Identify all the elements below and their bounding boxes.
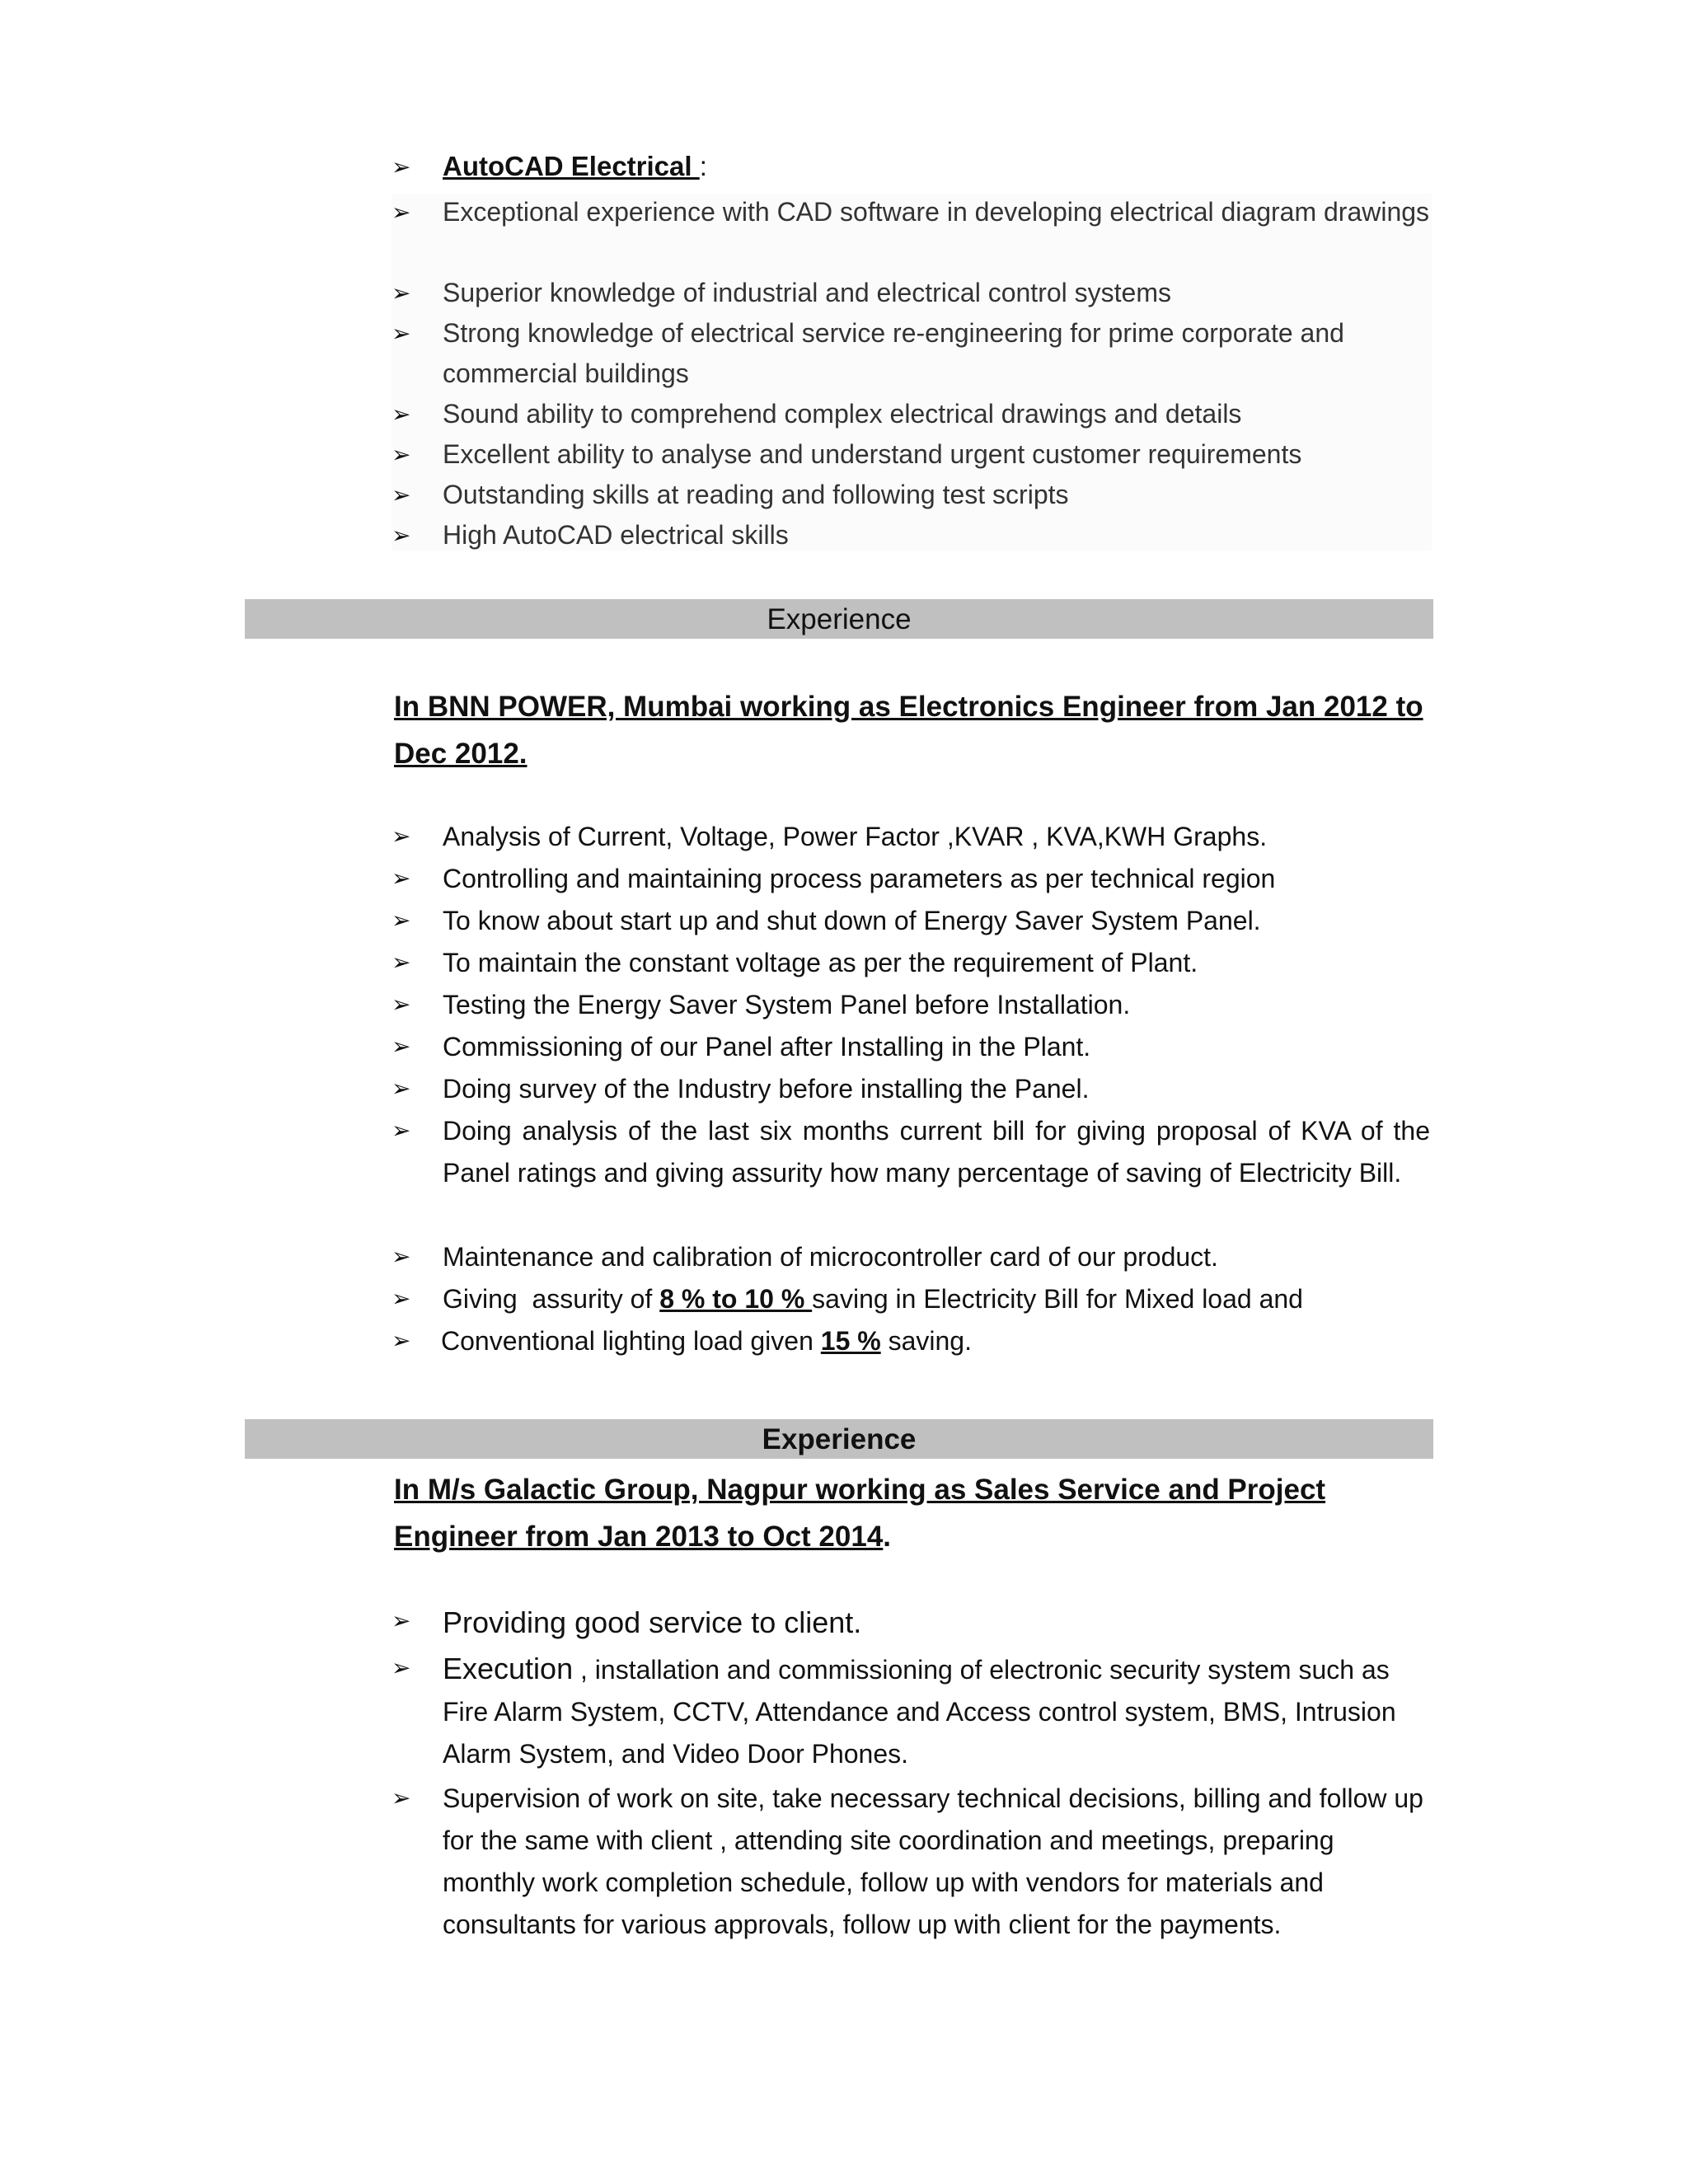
bullet-arrow-icon: ➢ [392,1117,411,1144]
duty-item [392,1647,1430,1775]
duty-item-lighting [392,1320,1430,1362]
duty-text: Commissioning of our Panel after Installing in the Plant. [443,1032,1091,1062]
duty-text: Analysis of Current, Voltage, Power Factor ,KVAR , KVA,KWH Graphs. [443,822,1268,851]
bullet-arrow-icon: ➢ [392,153,411,180]
bullet-arrow-icon: ➢ [392,865,411,892]
skill-item [392,475,1430,515]
skill-item [392,394,1430,434]
skill-item [392,192,1430,232]
duty-text: Testing the Energy Saver System Panel before Installation. [443,990,1131,1019]
skills-heading-item [392,147,1430,186]
section-title-experience-2: Experience [245,1419,1433,1459]
duty-text: Doing survey of the Industry before installing the Panel. [443,1074,1090,1104]
skills-heading-suffix: : [699,151,707,181]
bullet-arrow-icon: ➢ [392,401,411,428]
bullet-arrow-icon: ➢ [392,1654,411,1681]
skill-text: High AutoCAD electrical skills [443,520,789,550]
bullet-arrow-icon: ➢ [392,522,411,549]
lighting-prefix: Conventional lighting load given [441,1326,821,1356]
job-title-text: In M/s Galactic Group, Nagpur working as Sales Service and Project Engineer from Jan 2013 to Oct 2014 [394,1474,1326,1553]
bullet-arrow-icon: ➢ [392,991,411,1018]
bullet-arrow-icon: ➢ [392,1607,411,1634]
skill-text: Superior knowledge of industrial and electrical control systems [443,278,1171,307]
assurity-value: 8 % to 10 % [659,1284,813,1314]
skill-text: Sound ability to comprehend complex electrical drawings and details [443,399,1242,429]
duty-item-assurity [392,1278,1430,1320]
duty-item [392,1601,1430,1645]
lighting-value: 15 % [820,1326,881,1356]
duty-text: Supervision of work on site, take necessary technical decisions, billing and follow up for the same with client , attending site coordination and meetings, preparing monthly work completion schedule, follow up with vendors for materials and consultants for various approvals, follow up with client for the payments. [443,1783,1423,1939]
duty-item [392,942,1430,984]
duty-text: Maintenance and calibration of microcontroller card of our product. [443,1242,1218,1272]
bullet-arrow-icon: ➢ [392,823,411,850]
bullet-arrow-icon: ➢ [392,320,411,347]
bullet-arrow-icon: ➢ [392,1243,411,1270]
bullet-arrow-icon: ➢ [392,1285,411,1312]
duty-item [392,816,1430,858]
duty-item [392,1068,1430,1110]
skill-item [392,515,1430,555]
duty-item [392,858,1430,900]
skill-text: Excellent ability to analyse and understand urgent customer requirements [443,439,1302,469]
skill-item [392,434,1430,475]
bullet-arrow-icon: ➢ [392,949,411,976]
lighting-suffix: saving. [880,1326,972,1356]
bullet-arrow-icon: ➢ [392,441,411,468]
skills-heading: AutoCAD Electrical [443,151,700,181]
bullet-arrow-icon: ➢ [392,481,411,509]
bullet-arrow-icon: ➢ [392,1033,411,1060]
duty-text: Providing good service to client. [443,1605,862,1639]
bullet-arrow-icon: ➢ [392,1784,411,1811]
job-title-end: . [883,1521,892,1553]
duty-item [392,984,1430,1026]
assurity-suffix: saving in Electricity Bill for Mixed load and [812,1284,1303,1314]
bullet-arrow-icon: ➢ [392,199,411,226]
assurity-prefix: Giving assurity of [443,1284,660,1314]
bullet-arrow-icon: ➢ [392,279,411,307]
duty-item [392,1236,1430,1278]
skill-item [392,313,1430,394]
bullet-arrow-icon: ➢ [392,1327,411,1354]
duty-item [392,1778,1430,1946]
bullet-arrow-icon: ➢ [392,1075,411,1102]
duty-text: To know about start up and shut down of Energy Saver System Panel. [443,906,1261,935]
duty-text: To maintain the constant voltage as per the requirement of Plant. [443,948,1198,977]
skill-text: Strong knowledge of electrical service re-engineering for prime corporate and commercial buildings [443,318,1344,388]
job-title-galactic-group [394,1466,1432,1560]
job-title-bnn-power: In BNN POWER, Mumbai working as Electronics Engineer from Jan 2012 to Dec 2012. [394,691,1423,770]
duty-item [392,1026,1430,1068]
section-title-experience: Experience [245,599,1433,639]
duty-lead: Execution [443,1652,574,1685]
duty-text: Doing analysis of the last six months current bill for giving proposal of KVA of the Panel ratings and giving assurity how many percentage of saving of Electricity Bill. [443,1116,1430,1188]
skill-text: Outstanding skills at reading and following test scripts [443,480,1069,509]
skill-text: Exceptional experience with CAD software in developing electrical diagram drawings [443,197,1430,227]
duty-item [392,900,1430,942]
skill-item [392,273,1430,313]
duty-rest: , installation and commissioning of electronic security system such as Fire Alarm System, CCTV, Attendance and Access control system, BMS, Intrusion Alarm System, and Video Door Phones. [443,1655,1396,1769]
bullet-arrow-icon: ➢ [392,907,411,934]
duty-item [392,1110,1430,1194]
duty-text: Controlling and maintaining process parameters as per technical region [443,864,1276,893]
